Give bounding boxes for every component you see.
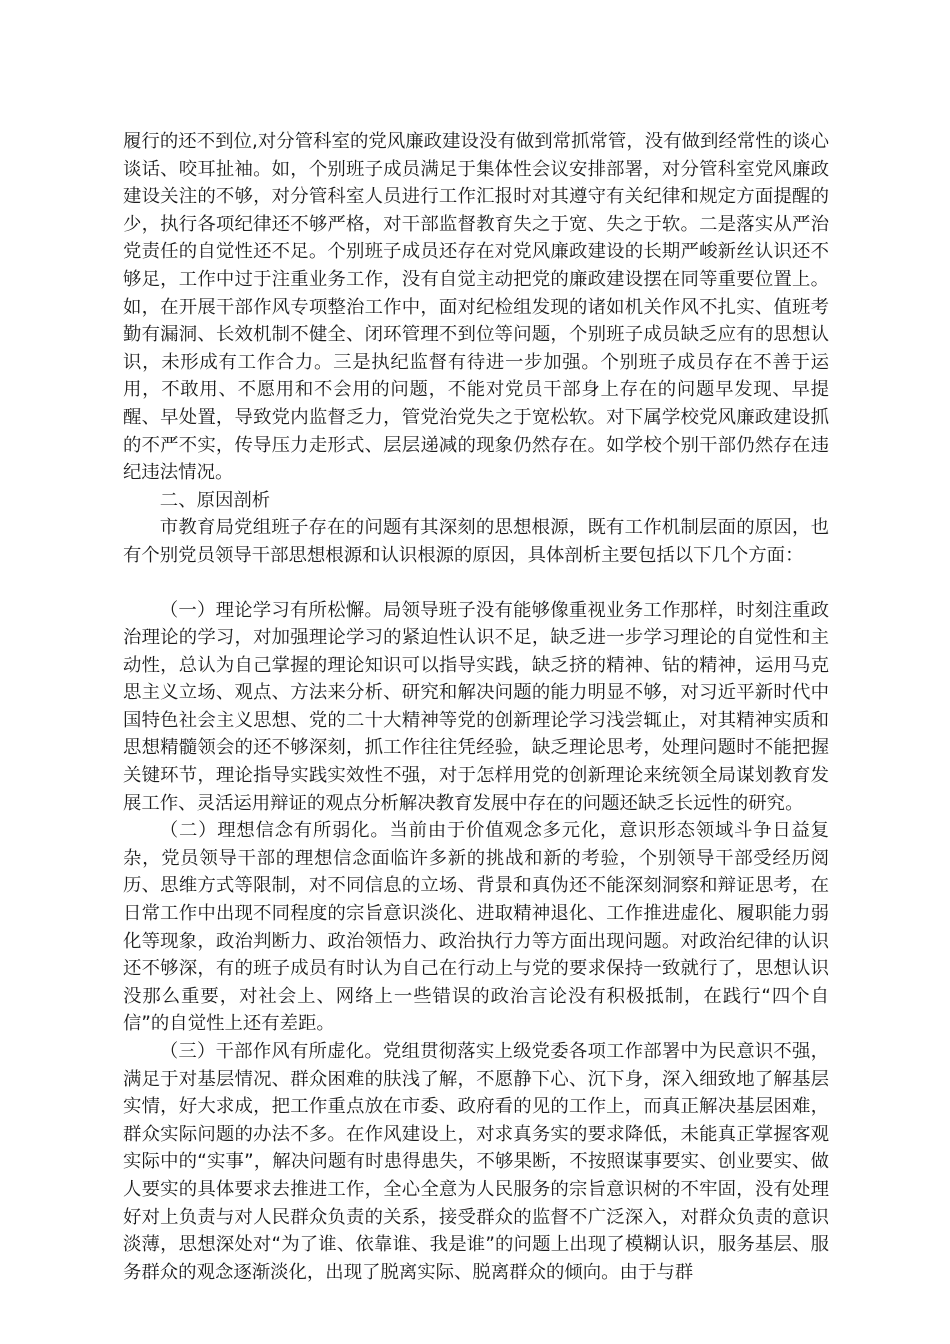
section-heading-cause-analysis: 二、原因剖析 bbox=[159, 489, 271, 511]
paragraph-analysis-intro: 市教育局党组班子存在的问题有其深刻的思想根源，既有工作机制层面的原因，也有个别党员领导干部思想根源和认识根源的原因，具体剖析主要包括以下几个方面： bbox=[123, 517, 829, 566]
paragraph-spacer bbox=[123, 570, 829, 597]
document-page bbox=[123, 128, 829, 1286]
paragraph-theory-study: （一）理论学习有所松懈。局领导班子没有能够像重视业务工作那样，时刻注重政治理论的学习，对加强理论学习的紧迫性认识不足，缺乏进一步学习理论的自觉性和主动性，总认为自己掌握的理论知识可以指导实践，缺乏挤的精神、钻的精神，运用马克思主义立场、观点、方法来分析、研究和解决问题的能力明显不够，对习近平新时代中国特色社会主义思想、党的二十大精神等党的创新理论学习浅尝辄止，对其精神实质和思想精髓领会的还不够深刻，抓工作往往凭经验，缺乏理论思考，处理问题时不能把握关键环节，理论指导实践实效性不强，对于怎样用党的创新理论来统领全局谋划教育发展工作、灵活运用辩证的观点分析解决教育发展中存在的问题还缺乏长远性的研究。 bbox=[123, 599, 829, 814]
paragraph-cadre-style: （三）干部作风有所虚化。党组贯彻落实上级党委各项工作部署中为民意识不强，满足于对基层情况、群众困难的肤浅了解，不愿静下心、沉下身，深入细致地了解基层实情，好大求成，把工作重点放在市委、政府看的见的工作上，而真正解决基层困难，群众实际问题的办法不多。在作风建设上，对求真务实的要求降低，未能真正掌握客观实际中的“实事”，解决问题有时患得患失，不够果断，不按照谋事要实、创业要实、做人要实的具体要求去推进工作，全心全意为人民服务的宗旨意识树的不牢固，没有处理好对上负责与对人民群众负责的关系，接受群众的监督不广泛深入，对群众负责的意识淡薄，思想深处对“为了谁、依靠谁、我是谁”的问题上出现了模糊认识，服务基层、服务群众的观念逐渐淡化，出现了脱离实际、脱离群众的倾向。由于与群 bbox=[123, 1041, 829, 1283]
paragraph-problems-continued: 履行的还不到位,对分管科室的党风廉政建设没有做到常抓常管，没有做到经常性的谈心谈话、咬耳扯袖。如，个别班子成员满足于集体性会议安排部署，对分管科室党风廉政建设关注的不够，对分管科室人员进行工作汇报时对其遵守有关纪律和规定方面提醒的少，执行各项纪律还不够严格，对干部监督教育失之于宽、失之于软。二是落实从严治党责任的自觉性还不足。个别班子成员还存在对党风廉政建设的长期严峻新丝认识还不够足，工作中过于注重业务工作，没有自觉主动把党的廉政建设摆在同等重要位置上。如，在开展干部作风专项整治工作中，面对纪检组发现的诸如机关作风不扎实、值班考勤有漏洞、长效机制不健全、闭环管理不到位等问题，个别班子成员缺乏应有的思想认识，未形成有工作合力。三是执纪监督有待进一步加强。个别班子成员存在不善于运用，不敢用、不愿用和不会用的问题，不能对党员干部身上存在的问题早发现、早提醒、早处置，导致党内监督乏力，管党治党失之于宽松软。对下属学校党风廉政建设抓的不严不实，传导压力走形式、层层递减的现象仍然存在。如学校个别干部仍然存在违纪违法情况。 bbox=[123, 131, 829, 484]
paragraph-ideals-beliefs: （二）理想信念有所弱化。当前由于价值观念多元化，意识形态领域斗争日益复杂，党员领导干部的理想信念面临许多新的挑战和新的考验，个别领导干部受经历阅历、思维方式等限制，对不同信息的立场、背景和真伪还不能深刻洞察和辩证思考，在日常工作中出现不同程度的宗旨意识淡化、进取精神退化、工作推进虚化、履职能力弱化等现象，政治判断力、政治领悟力、政治执行力等方面出现问题。对政治纪律的认识还不够深，有的班子成员有时认为自己在行动上与党的要求保持一致就行了，思想认识没那么重要，对社会上、网络上一些错误的政治言论没有积极抵制，在践行“四个自信”的自觉性上还有差距。 bbox=[123, 820, 829, 1035]
